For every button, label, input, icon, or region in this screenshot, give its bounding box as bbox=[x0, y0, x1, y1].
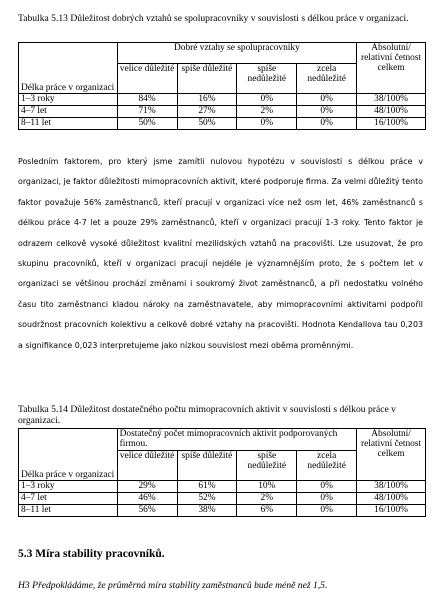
group-header: Dobré vztahy se spolupracovníky bbox=[117, 43, 356, 64]
table-cell: 0% bbox=[297, 106, 357, 118]
data-table bbox=[18, 42, 426, 130]
table-cell: 0% bbox=[297, 94, 357, 106]
row-label: 8–11 let bbox=[19, 118, 118, 130]
column-header: zcela nedůležité bbox=[297, 451, 357, 481]
table-cell: 48/100% bbox=[357, 106, 426, 118]
table-cell: 38/100% bbox=[357, 94, 426, 106]
table-row bbox=[19, 106, 426, 118]
table-cell: 10% bbox=[237, 481, 297, 493]
row-label: 1–3 roky bbox=[19, 94, 118, 106]
hypothesis-text: H3 Předpokládáme, že průměrná míra stability zaměstnanců bude méně než 1,5. bbox=[18, 580, 328, 591]
table-cell: 0% bbox=[297, 118, 357, 130]
row-label: 8–11 let bbox=[19, 505, 118, 517]
table-cell: 0% bbox=[297, 493, 357, 505]
table-cell: 0% bbox=[237, 118, 297, 130]
table-cell: 50% bbox=[177, 118, 237, 130]
table-cell: 16/100% bbox=[357, 505, 426, 517]
table-cell: 71% bbox=[117, 106, 177, 118]
column-header: spíše důležité bbox=[177, 451, 237, 481]
column-header: zcela nedůležité bbox=[297, 64, 357, 94]
table-cell: 16% bbox=[177, 94, 237, 106]
table-row bbox=[19, 481, 426, 493]
column-header: velice důležité bbox=[117, 451, 177, 481]
table-cell: 2% bbox=[237, 106, 297, 118]
row-label: 4–7 let bbox=[19, 493, 118, 505]
column-header: spíše nedůležité bbox=[237, 451, 297, 481]
table-cell: 46% bbox=[117, 493, 177, 505]
body-paragraph: Posledním faktorem, pro který jsme zamítli nulovou hypotézu v souvislosti s délkou práce v organizaci, je faktor důležitosti mimopracovních aktivit, které podporuje firma. Za velmi důležitý tento faktor považuje 56% zaměstnanců, kteří pracují v organizaci více než osm let, 46% zaměstnanců s délkou práce 4-7 let a pouze 29% zaměstnanců, kteří v organizaci pracují 1-3 roky. Tento faktor je odrazem celkově vysoké důležitost kvalitní mezilidských vztahů na pracovišti. Lze usuzovat, že pro skupinu pracovníků, kteří v organizaci pracují nejdéle je významnějším proto, že s počtem let v organizaci se většinou prochází změnami i soukromý život zaměstnanců, a při nedostatku volného času tito zaměstnanci kladou nároky na zaměstnavatele, aby mimopracovními aktivitami podpořil soudržnost pracovních kolektivu a celkově dobré vztahy na pracovišti. Hodnota Kendallova tau 0,203 a signifikance 0,023 interpretujeme jako nízkou souvislost mezi oběma proměnnými. bbox=[18, 157, 423, 350]
group-header: Dostatečný počet mimopracovních aktivit podporovaných firmou. bbox=[117, 429, 356, 451]
table-cell: 0% bbox=[237, 94, 297, 106]
row-header: Délka práce v organizaci bbox=[19, 64, 118, 94]
table-cell: 38% bbox=[177, 505, 237, 517]
table-cell: 2% bbox=[237, 493, 297, 505]
table-cell: 29% bbox=[117, 481, 177, 493]
table-cell: 84% bbox=[117, 94, 177, 106]
table-caption: Tabulka 5.14 Důležitost dostatečného počtu mimopracovních aktivit v souvislosti s délkou práce v organizaci. bbox=[18, 404, 396, 427]
row-header: Délka práce v organizaci bbox=[19, 451, 118, 481]
total-header: Absolutní/ relativní četnost celkem bbox=[357, 429, 426, 481]
table-caption: Tabulka 5.13 Důležitost dobrých vztahů se spolupracovníky v souvislosti s délkou práce v organizaci. bbox=[18, 13, 409, 24]
table-cell: 52% bbox=[177, 493, 237, 505]
table-cell: 56% bbox=[117, 505, 177, 517]
table-row bbox=[19, 493, 426, 505]
table-row bbox=[19, 118, 426, 130]
table-cell: 50% bbox=[117, 118, 177, 130]
total-header: Absolutní/ relativní četnost celkem bbox=[357, 43, 426, 94]
row-label: 1–3 roky bbox=[19, 481, 118, 493]
table-cell: 38/100% bbox=[357, 481, 426, 493]
table-row bbox=[19, 505, 426, 517]
table-cell: 61% bbox=[177, 481, 237, 493]
column-header: spíše důležité bbox=[177, 64, 237, 94]
row-label: 4–7 let bbox=[19, 106, 118, 118]
table-cell: 16/100% bbox=[357, 118, 426, 130]
table-cell: 6% bbox=[237, 505, 297, 517]
table-cell: 0% bbox=[297, 505, 357, 517]
section-heading: 5.3 Míra stability pracovníků. bbox=[18, 548, 165, 560]
column-header: spíše nedůležité bbox=[237, 64, 297, 94]
column-header: velice důležité bbox=[117, 64, 177, 94]
table-cell: 27% bbox=[177, 106, 237, 118]
table-cell: 0% bbox=[297, 481, 357, 493]
table-cell: 48/100% bbox=[357, 493, 426, 505]
table-row bbox=[19, 94, 426, 106]
data-table bbox=[18, 428, 426, 517]
